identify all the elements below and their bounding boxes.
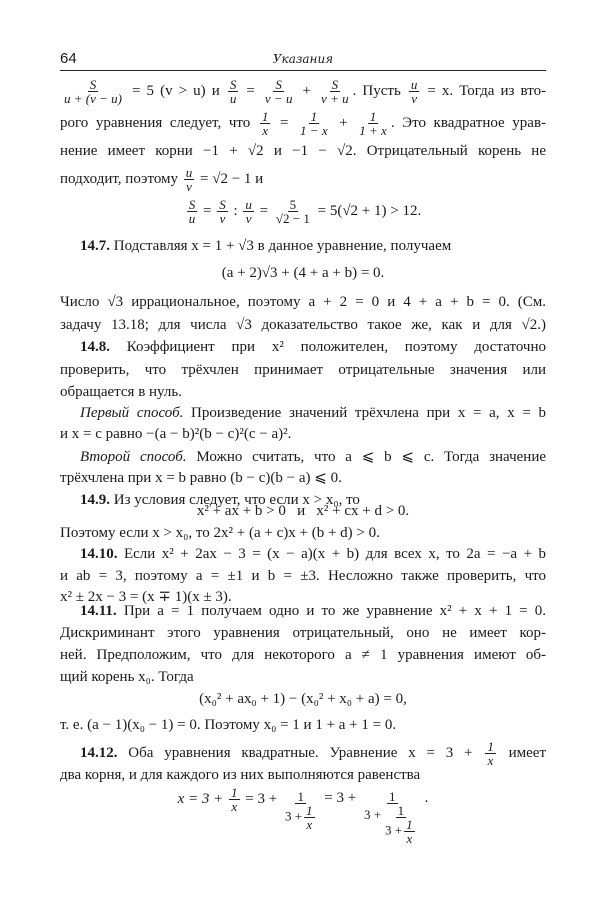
fraction: $\frac{S}{u}$	[229, 77, 237, 106]
display-equation: (x₀² + ax₀ + 1) − (x₀² + x₀ + a) = 0,	[199, 691, 407, 707]
fraction: $\frac{S}{v - u}$	[264, 77, 293, 106]
text-line: ней. Предположим, что для некоторого a ≠ 1 уравнения имеют об-	[60, 647, 546, 663]
fraction: $\frac{1}{1 + x}$	[359, 109, 387, 138]
text-line: задачу 13.18; для числа √3 доказательство такое же, как и для √2.)	[60, 317, 546, 333]
text-line: и ab = 3, поэтому a = ±1 и b = ±3. Несложно также проверить, что	[60, 568, 546, 584]
text-line: и x = c равно −(a − b)²(b − c)²(c − a)².	[60, 426, 292, 442]
problem-14-11: 14.11. При a = 1 получаем одно и то же уравнение x² + x + 1 = 0.	[80, 603, 547, 619]
text-line: подходит, поэтому $\frac{u}{v}$ = √2 − 1 и	[60, 165, 264, 194]
problem-14-10: 14.10. Если x² + 2ax − 3 = (x − a)(x + b) для всех x, то 2a = −a + b	[80, 546, 547, 562]
fraction: $\frac{1}{x}$	[261, 109, 269, 138]
text-line: щий корень x₀. Тогда	[60, 669, 194, 685]
display-equation: x² + ax + b > 0 и x² + cx + d > 0.	[196, 503, 410, 519]
problem-14-7: 14.7. Подставляя x = 1 + √3 в данное уравнение, получаем	[80, 238, 452, 254]
problem-14-12: 14.12. Оба уравнения квадратные. Уравнение x = 3 + $\frac{1}{x}$ имеет	[80, 739, 546, 768]
running-title: Указания	[272, 52, 334, 66]
continued-fraction-equation: x = 3 + $\frac{1}{x}$ = 3 + 1 3 + $\frac{1}{x}$ = 3 + 1 3 + 1 3 + $\frac{1}{x}$ .	[177, 785, 429, 846]
text-line: Второй способ. Можно считать, что a ⩽ b ⩽ c. Тогда значение	[80, 449, 547, 465]
text-line: т. е. (a − 1)(x₀ − 1) = 0. Поэтому x₀ = 1 и 1 + a + 1 = 0.	[60, 717, 397, 733]
problem-14-9: 14.9. Из условия следует, что если x > x₀, то	[80, 492, 360, 508]
text-line: Дискриминант этого уравнения отрицательный, оно не имеет кор-	[60, 625, 546, 641]
page-number: 64	[60, 50, 77, 67]
fraction: $\frac{S}{v + u}$	[321, 77, 349, 106]
fraction: $\frac{1}{1 - x}$	[300, 109, 328, 138]
text-line: x² ± 2x − 3 = (x ∓ 1)(x ± 3).	[60, 589, 232, 605]
fraction: $\frac{S}{u + (v - u)}$	[64, 77, 122, 106]
text-line: Первый способ. Произведение значений трёхчлена при x = a, x = b	[80, 405, 547, 421]
problem-14-8: 14.8. Коэффициент при x² положителен, поэтому достаточно	[80, 339, 546, 355]
text-line: трёхчлена при x = b равно (b − c)(b − a) ⩽ 0.	[60, 470, 342, 486]
display-equation: $\frac{S}{u}$ = $\frac{S}{v}$ : $\frac{u}{v}$ = $\frac{5}{√2 - 1}$ = 5(√2 + 1) > 12.	[188, 197, 422, 226]
text-line: нение имеет корни −1 + √2 и −1 − √2. Отрицательный корень не	[60, 143, 546, 159]
text-line: рого уравнения следует, что $\frac{1}{x}$ = $\frac{1}{1 - x}$ + $\frac{1}{1 + x}$ . Это квадратное урав-	[60, 109, 547, 138]
text-line: $\frac{S}{u + (v - u)}$ = 5 (v > u) и $\frac{S}{u}$ = $\frac{S}{v - u}$ + $\frac{S}{v + u}$ . Пусть $\frac{u}{v}$ = x. Тогда из вто-	[64, 77, 547, 106]
fraction: $\frac{u}{v}$	[410, 77, 418, 106]
text-line: Число √3 иррациональное, поэтому a + 2 = 0 и 4 + a + b = 0. (См.	[60, 294, 546, 310]
fraction: $\frac{u}{v}$	[185, 165, 193, 194]
text-line: проверить, что трёхчлен принимает отрицательные значения или	[60, 362, 546, 378]
text-line: Поэтому если x > x₀, то 2x² + (a + c)x + (b + d) > 0.	[60, 525, 380, 541]
text-line: обращается в нуль.	[60, 384, 182, 400]
text-line: два корня, и для каждого из них выполняются равенства	[60, 767, 421, 783]
running-header	[60, 50, 546, 71]
display-equation: (a + 2)√3 + (4 + a + b) = 0.	[221, 265, 385, 281]
